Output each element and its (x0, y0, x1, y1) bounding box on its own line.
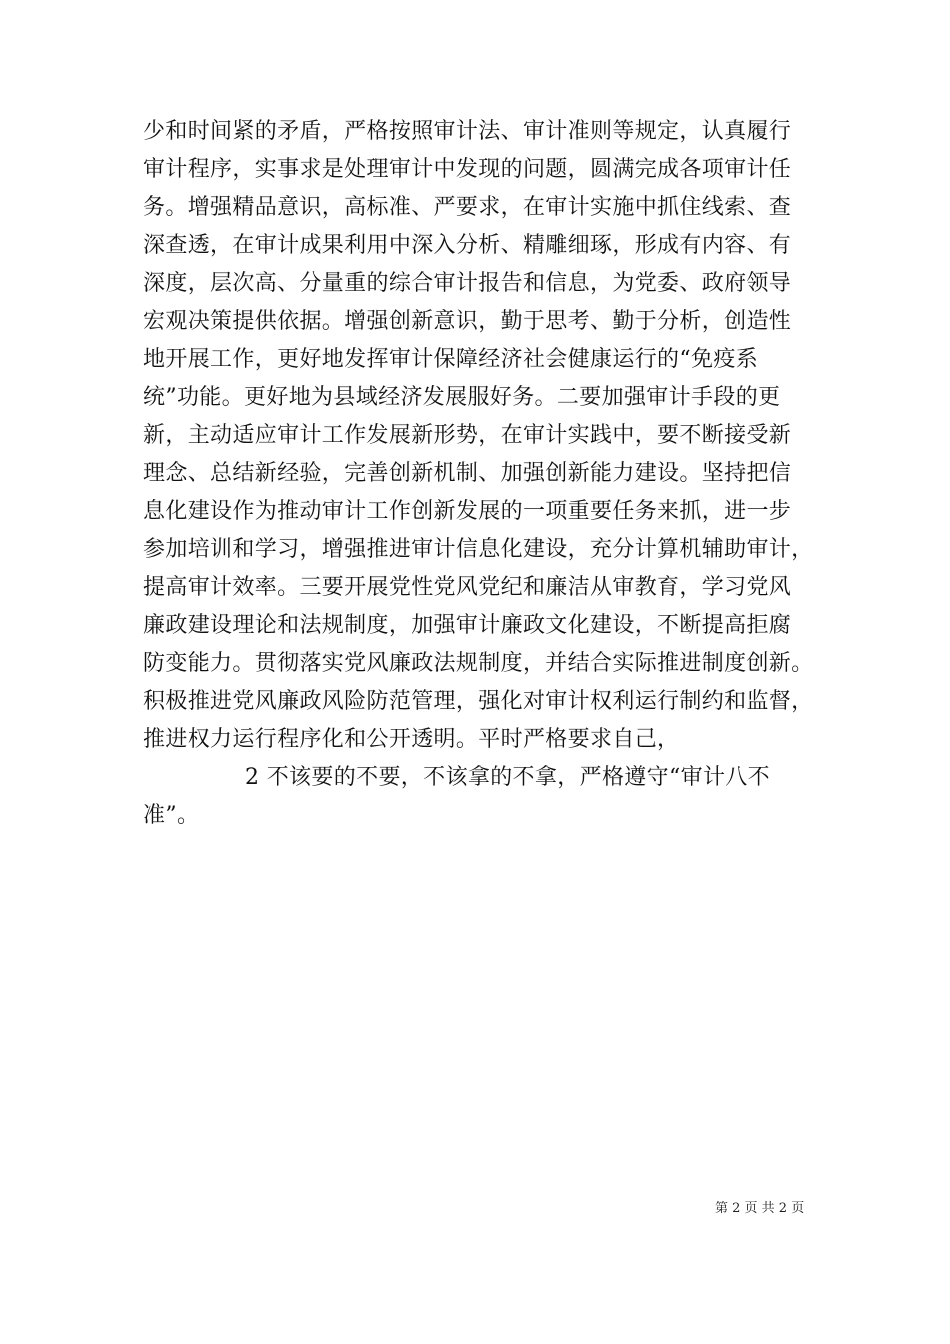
text-line: 地开展工作，更好地发挥审计保障经济社会健康运行的“免疫系 (143, 347, 759, 372)
text-line: 审计程序，实事求是处理审计中发现的问题，圆满完成各项审计任 (143, 157, 792, 182)
text-line: 深度，层次高、分量重的综合审计报告和信息，为党委、政府领导 (143, 271, 792, 296)
page-number-footer: 第 2 页 共 2 页 (715, 1201, 805, 1216)
text-line: 提高审计效率。三要开展党性党风党纪和廉洁从审教育，学习党风 (143, 575, 792, 600)
text-line: 深查透，在审计成果利用中深入分析、精雕细琢，形成有内容、有 (143, 233, 792, 258)
text-line: 积极推进党风廉政风险防范管理，强化对审计权利运行制约和监督， (143, 689, 814, 714)
text-line: 少和时间紧的矛盾，严格按照审计法、审计准则等规定，认真履行 (143, 119, 792, 144)
text-line: 2 不该要的不要，不该拿的不拿，严格遵守“审计八不 (245, 765, 770, 790)
text-line: 新，主动适应审计工作发展新形势，在审计实践中，要不断接受新 (143, 423, 792, 448)
text-line: 参加培训和学习，增强推进审计信息化建设，充分计算机辅助审计， (143, 537, 814, 562)
paragraph-2 (143, 759, 823, 835)
text-line: 务。增强精品意识，高标准、严要求，在审计实施中抓住线索、查 (143, 195, 792, 220)
text-line: 准”。 (143, 803, 200, 828)
text-line: 防变能力。贯彻落实党风廉政法规制度，并结合实际推进制度创新。 (143, 651, 814, 676)
text-line: 息化建设作为推动审计工作创新发展的一项重要任务来抓，进一步 (143, 499, 792, 524)
text-line: 理念、总结新经验，完善创新机制、加强创新能力建设。坚持把信 (143, 461, 792, 486)
text-line: 推进权力运行程序化和公开透明。平时严格要求自己， (143, 727, 680, 752)
paragraph-1 (143, 113, 823, 759)
text-line: 廉政建设理论和法规制度，加强审计廉政文化建设，不断提高拒腐 (143, 613, 792, 638)
document-body (143, 113, 823, 835)
text-line: 统”功能。更好地为县域经济发展服好务。二要加强审计手段的更 (143, 385, 781, 410)
text-line: 宏观决策提供依据。增强创新意识，勤于思考、勤于分析，创造性 (143, 309, 792, 334)
